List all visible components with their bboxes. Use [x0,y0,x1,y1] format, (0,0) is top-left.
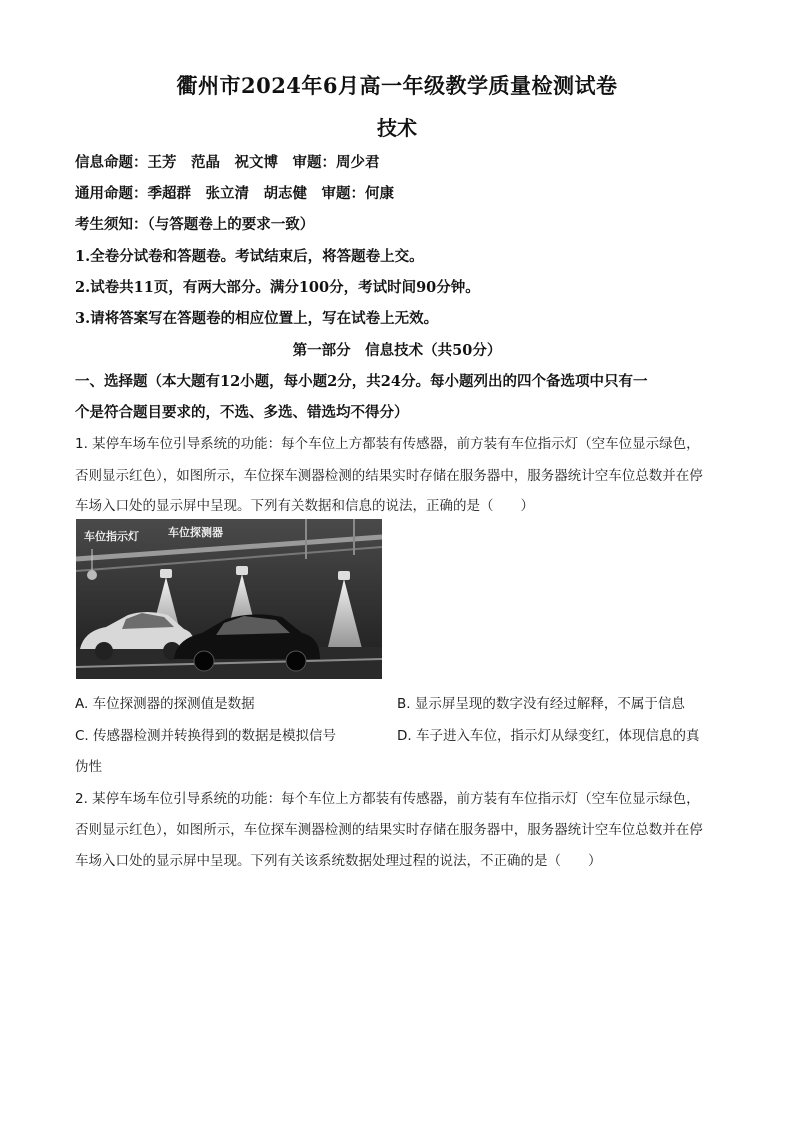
parking-system-figure [76,519,382,679]
credits-general: 通用命题：季超群 张立清 胡志健 审题：何康 [75,185,394,202]
q1-option-b: B. 显示屏呈现的数字没有经过解释，不属于信息 [397,696,685,712]
q2-stem-line3: 车场入口处的显示屏中呈现。下列有关该系统数据处理过程的说法，不正确的是（ ） [75,853,602,869]
q1-option-a: A. 车位探测器的探测值是数据 [75,696,255,712]
notice-item-1: 1.全卷分试卷和答题卷。考试结束后，将答题卷上交。 [75,248,424,265]
q2-stem-line2: 否则显示红色），如图所示，车位探车测器检测的结果实时存储在服务器中，服务器统计空车位总数并在停 [75,822,703,838]
section1-intro-line2: 个是符合题目要求的，不选、多选、错选均不得分） [75,404,409,421]
indicator-light [87,570,97,580]
q1-option-d-continued: 伪性 [75,759,102,775]
notice-heading: 考生须知：（与答题卷上的要求一致） [75,216,315,233]
q2-stem-line1: 2. 某停车场车位引导系统的功能：每个车位上方都装有传感器，前方装有车位指示灯（空车位显示绿色， [75,791,700,807]
notice-item-3: 3.请将答案写在答题卷的相应位置上，写在试卷上无效。 [75,310,439,327]
detector-device-2 [236,566,248,575]
q1-option-c: C. 传感器检测并转换得到的数据是模拟信号 [75,728,337,744]
part1-title: 第一部分 信息技术（共50分） [292,342,502,359]
subject-title: 技术 [377,116,417,140]
parking-photo [76,519,382,679]
section1-intro-line1: 一、选择题（本大题有12小题，每小题2分，共24分。每小题列出的四个备选项中只有一 [75,373,648,390]
detector-device-3 [338,571,350,580]
exam-title: 衢州市2024年6月高一年级教学质量检测试卷 [176,73,618,98]
detector-device-1 [160,569,172,578]
figure-label-detector: 车位探测器 [168,526,223,539]
q1-stem-line1: 1. 某停车场车位引导系统的功能：每个车位上方都装有传感器，前方装有车位指示灯（空车位显示绿色， [75,436,700,452]
notice-item-2: 2.试卷共11页，有两大部分。满分100分，考试时间90分钟。 [75,279,480,296]
q1-stem-line3: 车场入口处的显示屏中呈现。下列有关数据和信息的说法，正确的是（ ） [75,498,534,514]
credits-info: 信息命题：王芳 范晶 祝文博 审题：周少君 [75,154,380,171]
q1-stem-line2: 否则显示红色），如图所示，车位探车测器检测的结果实时存储在服务器中，服务器统计空车位总数并在停 [75,468,703,484]
q1-option-d: D. 车子进入车位，指示灯从绿变红，体现信息的真 [397,728,700,744]
figure-label-indicator: 车位指示灯 [84,530,139,543]
